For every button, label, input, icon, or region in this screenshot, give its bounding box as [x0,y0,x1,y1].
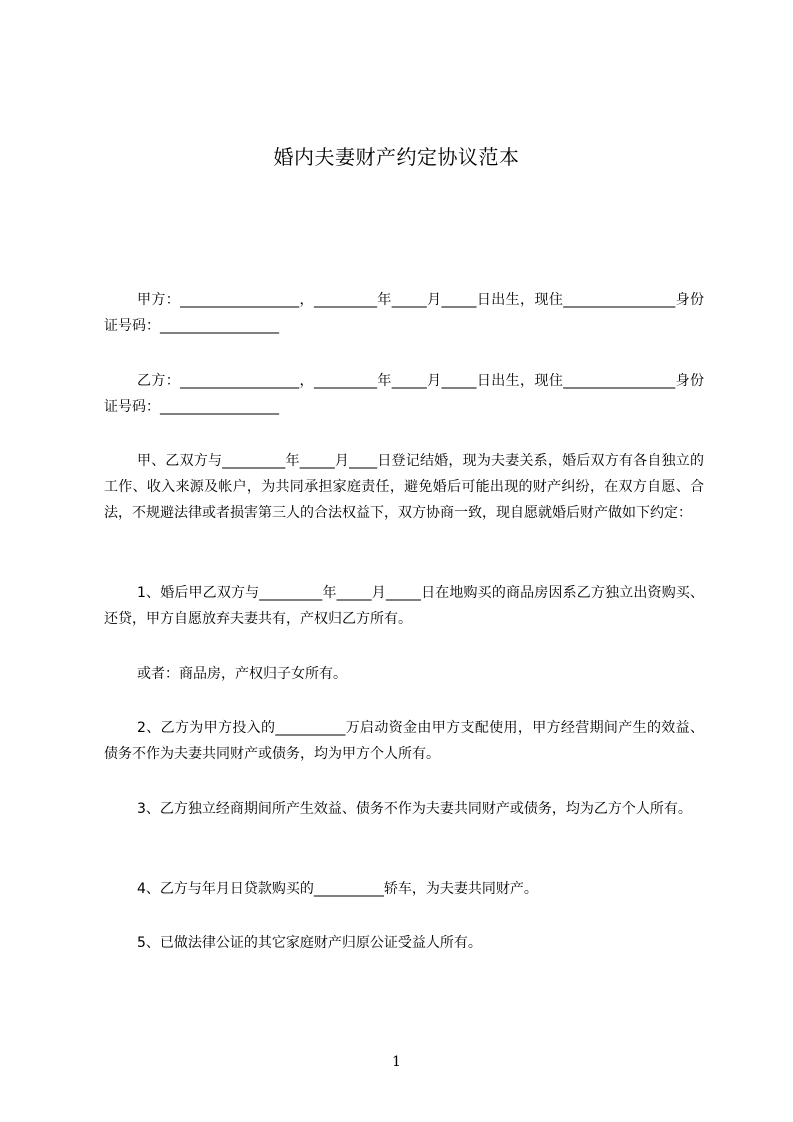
clause-2-paragraph: 2、乙方为甲方投入的__________万启动资金由甲方支配使用，甲方经营期间产生的效益、债务不作为夫妻共同财产或债务，均为甲方个人所有。 [104,720,704,762]
preamble-paragraph: 甲、乙双方与_________年_____月____日登记结婚，现为夫妻关系，婚后双方有各自独立的工作、收入来源及帐户，为共同承担家庭责任，避免婚后可能出现的财产纠纷，在双方自愿、合法，不规避法律或者损害第三人的合法权益下，双方协商一致，现自愿就婚后财产做如下约定： [104,453,704,521]
party-a-paragraph: 甲方：_________________，_________年_____月_____日出生，现住________________身份证号码：_________________ [104,292,704,334]
clause-4-paragraph: 4、乙方与年月日贷款购买的__________轿车，为夫妻共同财产。 [137,881,538,897]
clause-1-paragraph: 1、婚后甲乙双方与_________年_____月_____日在地购买的商品房因系乙方独立出资购买、还贷，甲方自愿放弃夫妻共有，产权归乙方所有。 [104,585,704,627]
clause-1-alternative-paragraph: 或者：商品房，产权归子女所有。 [137,666,347,682]
clause-5-paragraph: 5、已做法律公证的其它家庭财产归原公证受益人所有。 [137,935,482,951]
document-title: 婚内夫妻财产约定协议范本 [273,145,520,169]
party-b-paragraph: 乙方：_________________，_________年_____月_____日出生，现住________________身份证号码：_________________ [104,373,704,415]
clause-3-paragraph: 3、乙方独立经商期间所产生效益、债务不作为夫妻共同财产或债务，均为乙方个人所有。 [137,801,692,817]
page-number: 1 [392,1054,401,1070]
